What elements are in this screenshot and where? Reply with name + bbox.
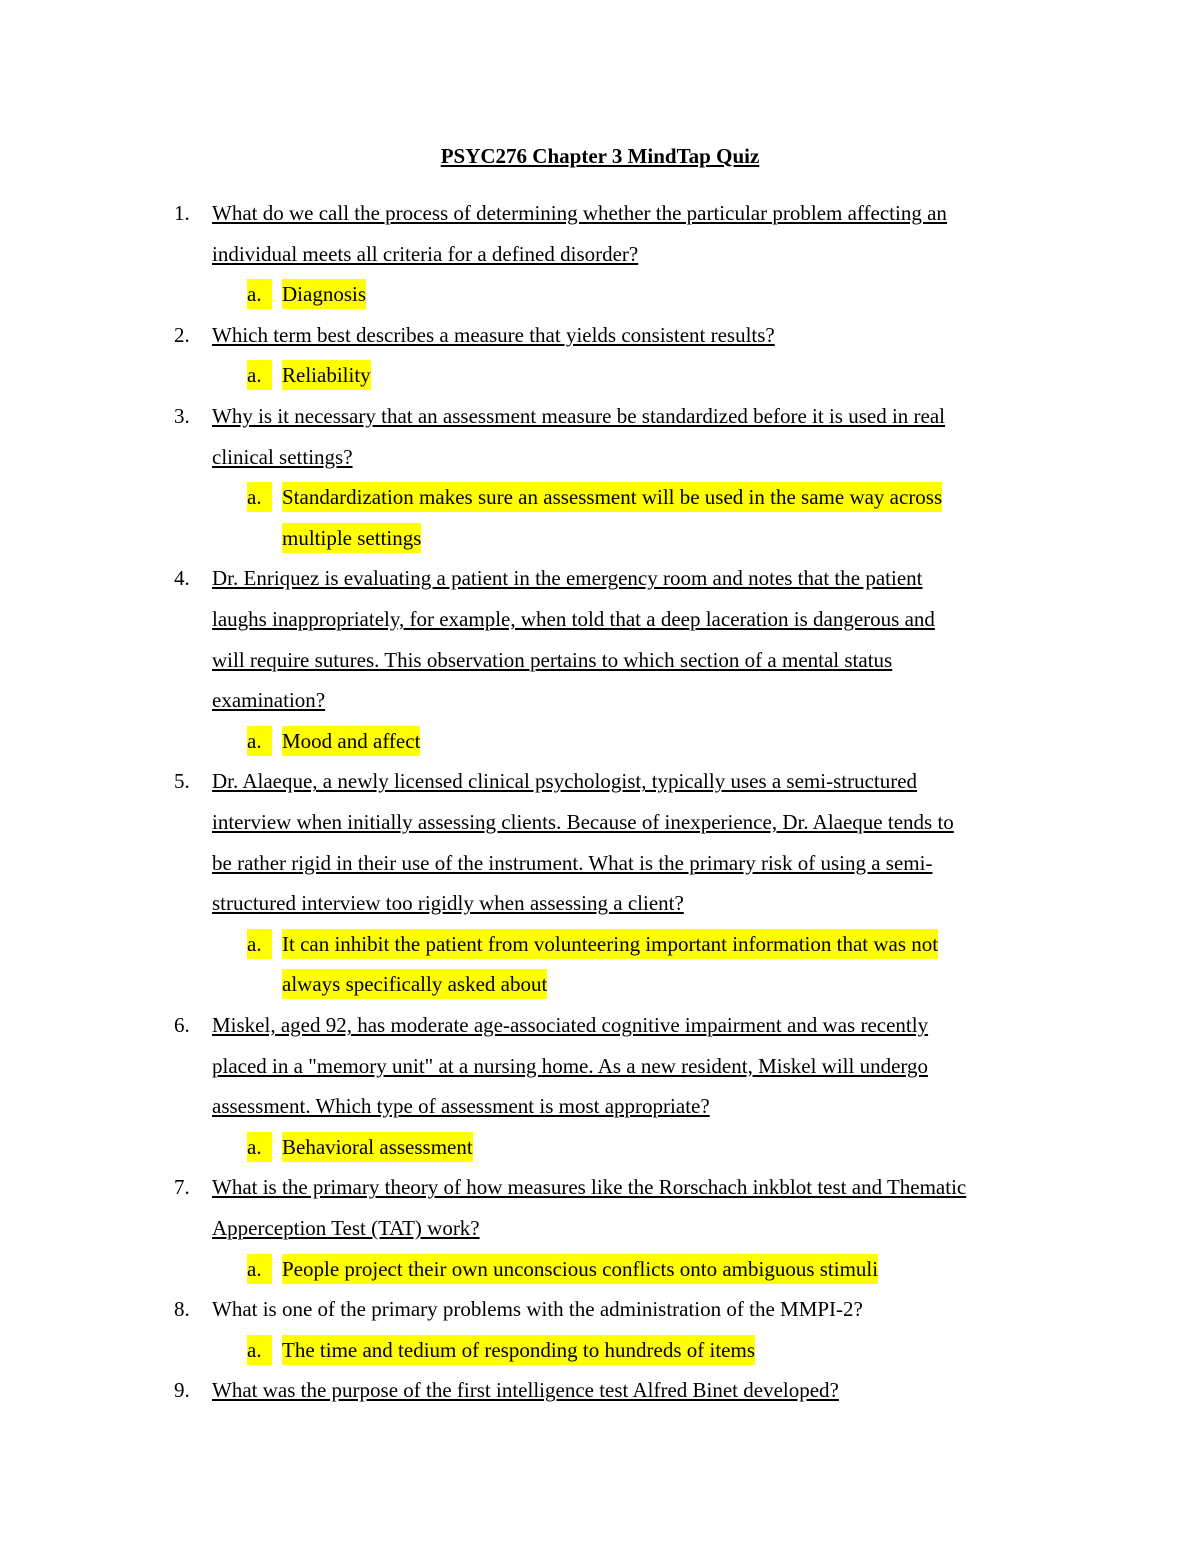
answer-text-line: Mood and affect bbox=[282, 726, 420, 756]
answer-text-line: multiple settings bbox=[282, 523, 421, 553]
question-text-line: interview when initially assessing clients. Because of inexperience, Dr. Alaeque tends to bbox=[212, 810, 954, 834]
question-text-line: Which term best describes a measure that yields consistent results? bbox=[212, 322, 775, 347]
question-text-line: examination? bbox=[212, 688, 326, 713]
question-number: 4. bbox=[174, 566, 190, 591]
question-number: 9. bbox=[174, 1378, 190, 1403]
question-number: 7. bbox=[174, 1175, 190, 1200]
question-text-line: Dr. Alaeque, a newly licensed clinical psychologist, typically uses a semi-structured bbox=[212, 769, 918, 794]
answer-text-line: People project their own unconscious conflicts onto ambiguous stimuli bbox=[282, 1254, 878, 1284]
question-text-line: be rather rigid in their use of the instrument. What is the primary risk of using a semi- bbox=[212, 850, 933, 875]
question-text-line: assessment. Which type of assessment is most appropriate? bbox=[212, 1094, 710, 1119]
answer-letter: a. bbox=[247, 1132, 272, 1162]
question-text-line: structured interview too rigidly when assessing a client? bbox=[212, 891, 684, 916]
answer-letter: a. bbox=[247, 1335, 272, 1365]
question-text-line: Apperception Test (TAT) work? bbox=[212, 1216, 480, 1240]
answer-text-line: Behavioral assessment bbox=[282, 1132, 473, 1162]
question-text-line: individual meets all criteria for a defined disorder? bbox=[212, 241, 639, 266]
answer-letter: a. bbox=[247, 482, 272, 512]
answer-letter: a. bbox=[247, 360, 272, 390]
document-title: PSYC276 Chapter 3 MindTap Quiz bbox=[440, 144, 760, 168]
question-text-line: What was the purpose of the first intelligence test Alfred Binet developed? bbox=[212, 1378, 839, 1403]
question-number: 6. bbox=[174, 1013, 190, 1037]
answer-text-line: always specifically asked about bbox=[282, 969, 547, 999]
answer-letter: a. bbox=[247, 279, 272, 309]
answer-text-line: Diagnosis bbox=[282, 279, 366, 309]
question-text-line: What is the primary theory of how measures like the Rorschach inkblot test and Thematic bbox=[212, 1175, 967, 1200]
question-text-line: laughs inappropriately, for example, when told that a deep laceration is dangerous and bbox=[212, 607, 935, 631]
question-text-line: Miskel, aged 92, has moderate age-associated cognitive impairment and was recently bbox=[212, 1013, 929, 1037]
answer-text-line: The time and tedium of responding to hundreds of items bbox=[282, 1335, 755, 1365]
question-number: 2. bbox=[174, 322, 190, 347]
question-text-line: Dr. Enriquez is evaluating a patient in the emergency room and notes that the patient bbox=[212, 566, 923, 591]
answer-letter: a. bbox=[247, 929, 272, 959]
answer-letter: a. bbox=[247, 1254, 272, 1284]
question-text-line: Why is it necessary that an assessment measure be standardized before it is used in real bbox=[212, 404, 946, 428]
answer-text-line: It can inhibit the patient from volunteering important information that was not bbox=[282, 929, 938, 959]
question-text-line: placed in a "memory unit" at a nursing home. As a new resident, Miskel will undergo bbox=[212, 1053, 929, 1078]
question-number: 3. bbox=[174, 404, 190, 428]
question-text-line: clinical settings? bbox=[212, 444, 353, 469]
question-number: 8. bbox=[174, 1297, 190, 1322]
question-text-line: will require sutures. This observation pertains to which section of a mental status bbox=[212, 647, 893, 672]
question-text-line: What do we call the process of determining whether the particular problem affecting an bbox=[212, 201, 947, 225]
question-text-line: What is one of the primary problems with the administration of the MMPI-2? bbox=[212, 1297, 863, 1322]
answer-letter: a. bbox=[247, 726, 272, 756]
question-number: 5. bbox=[174, 769, 190, 794]
answer-text-line: Reliability bbox=[282, 360, 371, 390]
question-number: 1. bbox=[174, 201, 190, 225]
answer-text-line: Standardization makes sure an assessment will be used in the same way across bbox=[282, 482, 942, 512]
